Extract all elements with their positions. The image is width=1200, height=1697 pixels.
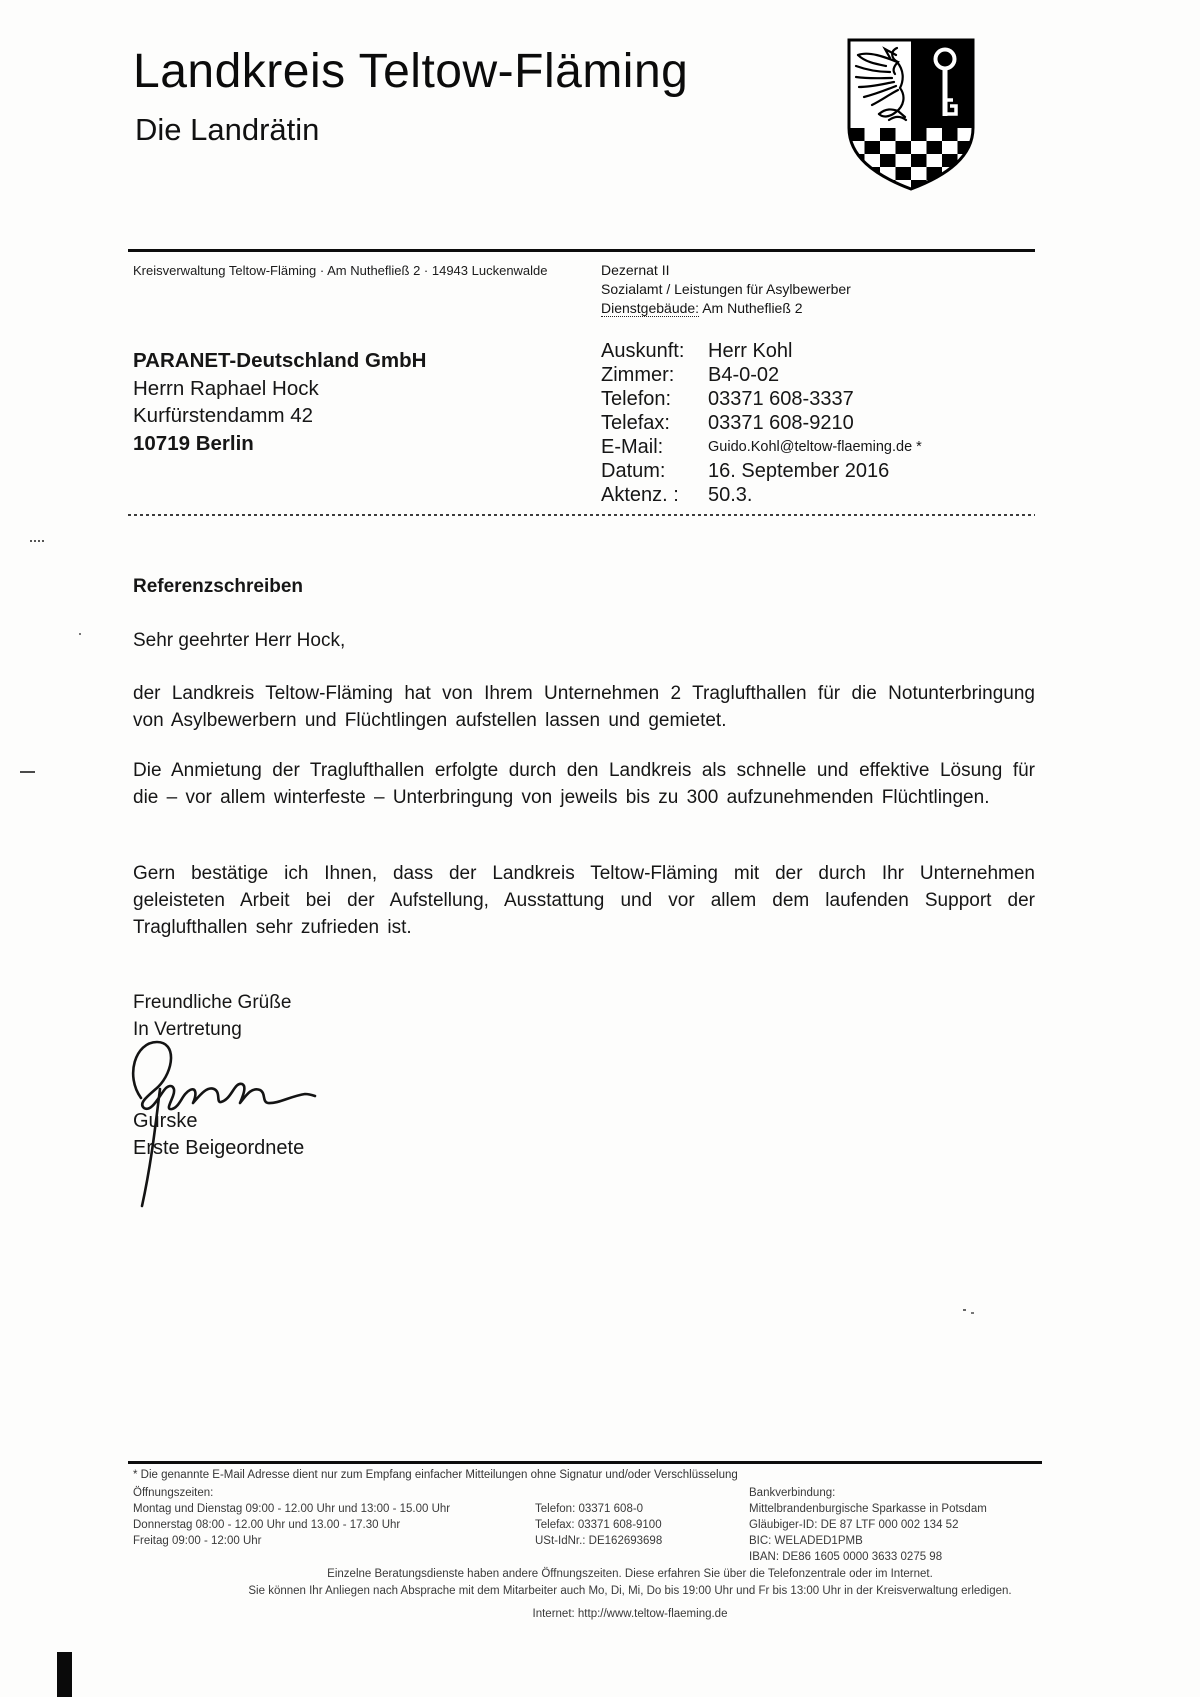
email-footnote: * Die genannte E-Mail Adresse dient nur zum Empfang einfacher Mitteilungen ohne Signatur und/oder Verschlüsselung xyxy=(133,1469,738,1481)
bank-name: Mittelbrandenburgische Sparkasse in Potsdam xyxy=(749,1503,987,1515)
contact-row-auskunft: Auskunft: Herr Kohl xyxy=(601,340,793,362)
closing-greeting: Freundliche Grüße xyxy=(133,992,292,1013)
footer-note-line2: Sie können Ihr Anliegen nach Absprache mit dem Mitarbeiter auch Mo, Di, Mi, Do bis 19:00 Uhr und Fr bis 13:00 Uhr in der Kreisverwaltung erledigen. xyxy=(248,1584,1012,1597)
scan-artifact xyxy=(79,633,81,635)
signer-name: Gurske xyxy=(133,1110,198,1132)
bank-glaeubiger-id: Gläubiger-ID: DE 87 LTF 000 002 134 52 xyxy=(749,1519,959,1531)
bank-header: Bankverbindung: xyxy=(749,1487,836,1499)
recipient-city: 10719 Berlin xyxy=(133,431,254,455)
contact-row-telefon: Telefon: 03371 608-3337 xyxy=(601,388,854,410)
footer-internet: Internet: http://www.teltow-flaeming.de xyxy=(532,1608,728,1620)
scan-artifact xyxy=(963,1309,966,1311)
footer-ustid: USt-IdNr.: DE162693698 xyxy=(535,1535,663,1547)
bank-bic: BIC: WELADED1PMB xyxy=(749,1535,863,1547)
scan-artifact xyxy=(971,1312,974,1314)
footer-rule xyxy=(128,1461,1042,1464)
letter-paragraph-2: Die Anmietung der Traglufthallen erfolgte durch den Landkreis als schnelle und effektive Lösung für die – vor allem winterfeste – Unterbringung von jeweils bis zu 300 aufzunehmenden Flüchtlingen. xyxy=(133,760,1035,808)
signer-title: Erste Beigeordnete xyxy=(133,1137,305,1159)
sender-return-address: Kreisverwaltung Teltow-Fläming · Am Nuthefließ 2 · 14943 Luckenwalde xyxy=(133,263,548,278)
contact-row-datum: Datum: 16. September 2016 xyxy=(601,460,890,482)
contact-row-telefax: Telefax: 03371 608-9210 xyxy=(601,412,854,434)
scan-artifact xyxy=(20,771,35,773)
address-section-divider xyxy=(128,514,1035,516)
bank-iban: IBAN: DE86 1605 0000 3633 0275 98 xyxy=(749,1551,943,1563)
page-subtitle: Die Landrätin xyxy=(135,112,320,147)
letter-paragraph-1: der Landkreis Teltow-Fläming hat von Ihrem Unternehmen 2 Traglufthallen für die Notunterbringung von Asylbewerbern und Flüchtlingen aufstellen lassen und gemietet. xyxy=(133,683,1035,731)
footer-telefax: Telefax: 03371 608-9100 xyxy=(535,1519,662,1531)
contact-row-zimmer: Zimmer: B4-0-02 xyxy=(601,364,780,386)
department-block xyxy=(601,261,851,318)
scan-artifact xyxy=(30,540,46,542)
opening-hours-line2: Donnerstag 08:00 - 12.00 Uhr und 13.00 - 17.30 Uhr xyxy=(133,1519,401,1531)
contact-info-block xyxy=(601,339,922,507)
letter-salutation: Sehr geehrter Herr Hock, xyxy=(133,630,346,651)
page-title: Landkreis Teltow-Fläming xyxy=(133,45,689,98)
department-line1: Dezernat II xyxy=(601,262,670,278)
contact-row-aktenzeichen: Aktenz. : 50.3. xyxy=(601,484,753,506)
recipient-company: PARANET-Deutschland GmbH xyxy=(133,349,427,372)
closing-in-vertretung: In Vertretung xyxy=(133,1019,242,1040)
letter-subject: Referenzschreiben xyxy=(133,576,304,597)
recipient-address xyxy=(133,347,426,457)
footer-bank-block xyxy=(749,1485,987,1565)
department-building xyxy=(601,299,851,318)
opening-hours-line1: Montag und Dienstag 09:00 - 12.00 Uhr und 13:00 - 15.00 Uhr xyxy=(133,1503,451,1515)
header-rule xyxy=(128,249,1035,252)
footer-notes xyxy=(180,1566,1080,1599)
footer-note-line1: Einzelne Beratungsdienste haben andere Öffnungszeiten. Diese erfahren Sie über die Telefonzentrale oder im Internet. xyxy=(327,1568,933,1580)
closing-block xyxy=(133,989,291,1043)
footer-opening-hours xyxy=(133,1485,450,1549)
footer-telefon: Telefon: 03371 608-0 xyxy=(535,1503,644,1515)
coat-of-arms-icon xyxy=(845,36,977,198)
recipient-street: Kurfürstendamm 42 xyxy=(133,404,314,427)
building-label: Dienstgebäude: xyxy=(601,300,700,316)
opening-hours-header: Öffnungszeiten: xyxy=(133,1487,214,1499)
recipient-person: Herrn Raphael Hock xyxy=(133,376,319,400)
letter-paragraph-3: Gern bestätige ich Ihnen, dass der Landkreis Teltow-Fläming mit der durch Ihr Unternehmen geleisteten Arbeit bei der Aufstellung, Ausstattung und vor allem dem laufenden Support der Traglufthallen sehr zufrieden ist. xyxy=(133,863,1035,938)
department-line2: Sozialamt / Leistungen für Asylbewerber xyxy=(601,281,851,297)
contact-row-email: E-Mail: Guido.Kohl@teltow-flaeming.de * xyxy=(601,436,922,458)
opening-hours-line3: Freitag 09:00 - 12:00 Uhr xyxy=(133,1535,262,1547)
building-value: Am Nuthefließ 2 xyxy=(699,300,803,316)
scan-artifact xyxy=(57,1652,72,1697)
footer-phone-block xyxy=(535,1501,662,1549)
